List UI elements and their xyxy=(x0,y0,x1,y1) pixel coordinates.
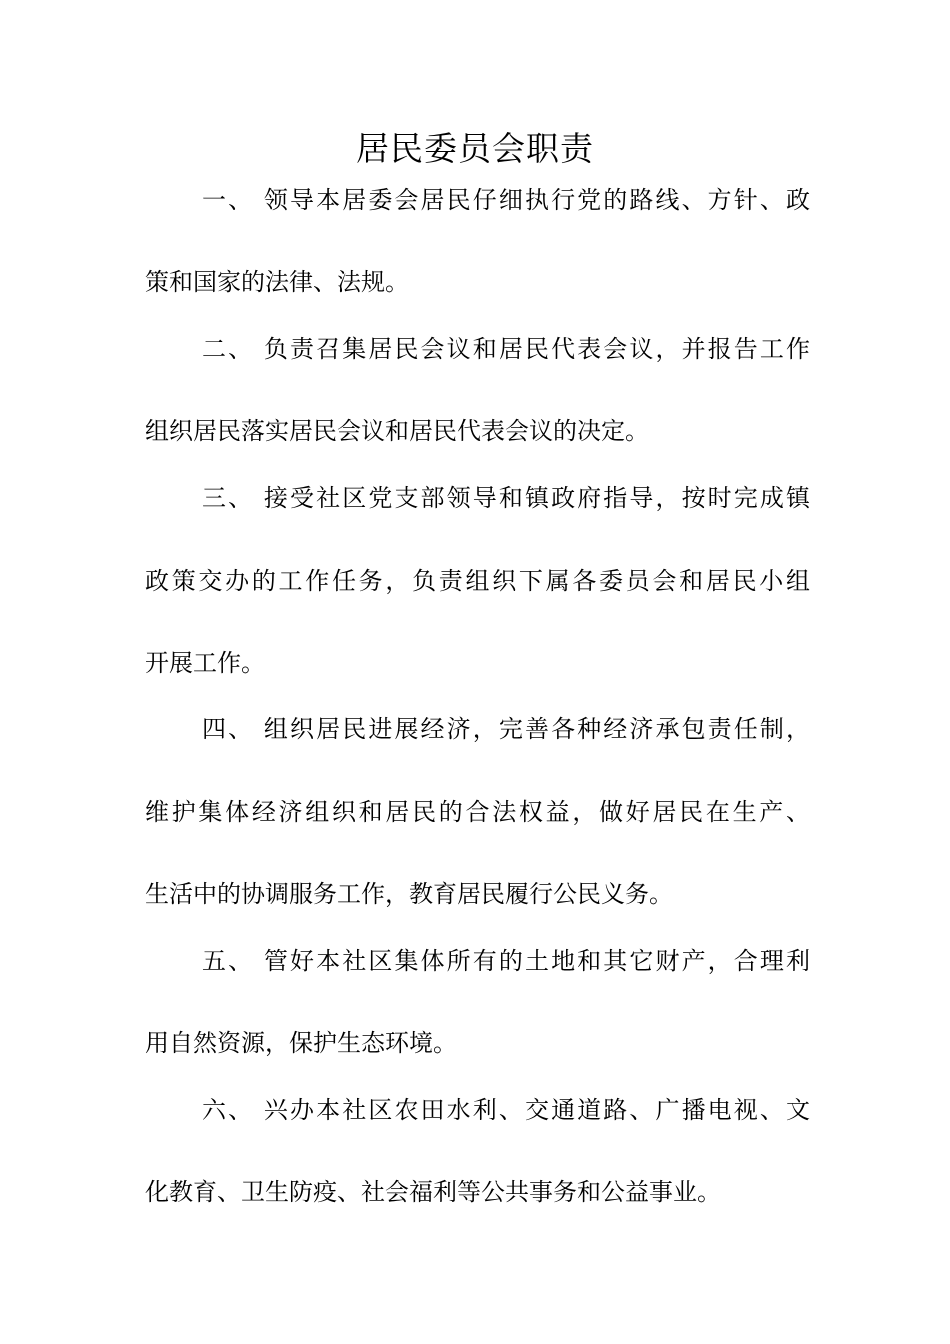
item-1-line-1: 一、 领导本居委会居民仔细执行党的路线、方针、政 xyxy=(202,186,810,214)
item-4-line-1: 四、 组织居民进展经济，完善各种经济承包责任制， xyxy=(202,715,810,743)
item-4-line-3: 生活中的协调服务工作，教育居民履行公民义务。 xyxy=(145,880,673,908)
item-3-line-2: 政策交办的工作任务，负责组织下属各委员会和居民小组 xyxy=(145,567,810,595)
item-3-line-3: 开展工作。 xyxy=(145,649,265,677)
item-6-line-1: 六、 兴办本社区农田水利、交通道路、广播电视、文 xyxy=(202,1096,810,1124)
item-2-line-2: 组织居民落实居民会议和居民代表会议的决定。 xyxy=(145,417,649,445)
item-1-line-2: 策和国家的法律、法规。 xyxy=(145,268,409,296)
item-4-line-2: 维护集体经济组织和居民的合法权益，做好居民在生产、 xyxy=(145,798,810,826)
item-5-line-1: 五、 管好本社区集体所有的土地和其它财产，合理利 xyxy=(202,947,810,975)
document-title: 居民委员会职责 xyxy=(356,129,594,168)
item-3-line-1: 三、 接受社区党支部领导和镇政府指导，按时完成镇 xyxy=(202,484,810,512)
item-6-line-2: 化教育、卫生防疫、社会福利等公共事务和公益事业。 xyxy=(145,1178,721,1206)
item-5-line-2: 用自然资源，保护生态环境。 xyxy=(145,1029,457,1057)
item-2-line-1: 二、 负责召集居民会议和居民代表会议，并报告工作 xyxy=(202,335,810,363)
